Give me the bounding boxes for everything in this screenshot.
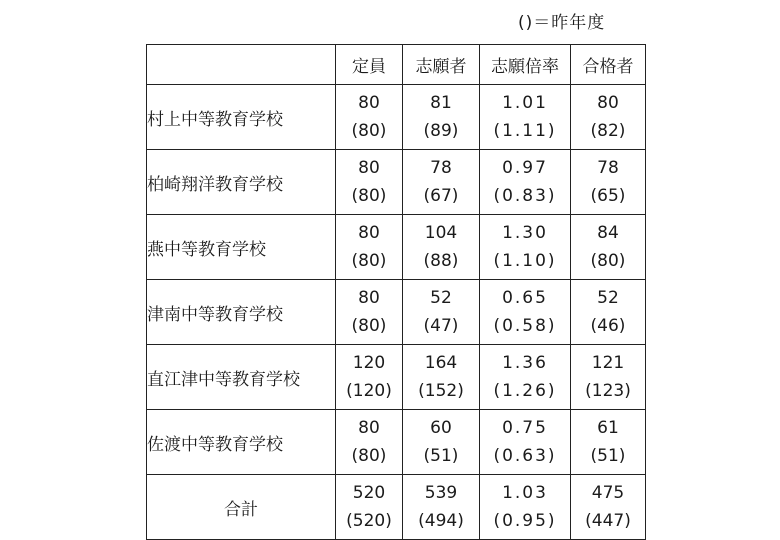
passed-cell [571,475,646,540]
school-name: 柏崎翔洋教育学校 [147,150,336,215]
applicants-value: 81 [430,93,452,113]
capacity-value: 80 [358,223,380,243]
applicants-prev-value: (494) [418,511,464,531]
applicants-prev-value: (89) [423,121,459,141]
passed-value: 121 [591,353,625,373]
applicants-value: 52 [430,288,452,308]
applicants-prev-value: (152) [418,381,464,401]
ratio-value: 1.30 [502,223,548,243]
passed-prev-value: (82) [590,121,626,141]
capacity-prev-value: (120) [346,381,392,401]
applicants-cell [403,150,480,215]
applicants-value: 60 [430,418,452,438]
passed-cell [571,150,646,215]
capacity-prev-value: (80) [351,186,387,206]
header-capacity: 定員 [336,45,403,85]
header-row [147,45,646,85]
capacity-cell [336,150,403,215]
table-row [147,85,646,150]
capacity-cell [336,345,403,410]
capacity-cell [336,85,403,150]
header-school [147,45,336,85]
capacity-value: 80 [358,93,380,113]
ratio-cell [480,475,571,540]
ratio-cell [480,215,571,280]
table-row [147,280,646,345]
ratio-prev-value: (0.58) [493,316,557,336]
legend-note: ()＝昨年度 [518,13,606,33]
capacity-cell [336,410,403,475]
passed-value: 52 [597,288,619,308]
applicants-prev-value: (88) [423,251,459,271]
ratio-prev-value: (1.11) [493,121,557,141]
table-row [147,410,646,475]
ratio-prev-value: (0.83) [493,186,557,206]
ratio-value: 0.75 [502,418,548,438]
applicants-cell [403,280,480,345]
passed-cell [571,280,646,345]
ratio-cell [480,85,571,150]
capacity-cell [336,280,403,345]
applicants-value: 78 [430,158,452,178]
applicants-cell [403,85,480,150]
capacity-prev-value: (80) [351,316,387,336]
passed-value: 80 [597,93,619,113]
passed-value: 475 [591,483,625,503]
applicants-cell [403,345,480,410]
ratio-prev-value: (1.10) [493,251,557,271]
ratio-cell [480,345,571,410]
passed-prev-value: (80) [590,251,626,271]
passed-value: 84 [597,223,619,243]
school-name: 村上中等教育学校 [147,85,336,150]
capacity-prev-value: (80) [351,251,387,271]
applicants-cell [403,410,480,475]
passed-prev-value: (123) [585,381,631,401]
passed-prev-value: (447) [585,511,631,531]
ratio-prev-value: (0.63) [493,446,557,466]
ratio-value: 1.03 [502,483,548,503]
ratio-value: 0.65 [502,288,548,308]
applicants-cell [403,475,480,540]
table-row [147,150,646,215]
applicants-prev-value: (51) [423,446,459,466]
applicants-value: 164 [424,353,458,373]
table-row [147,215,646,280]
applicants-value: 539 [424,483,458,503]
school-name: 直江津中等教育学校 [147,345,336,410]
school-name: 佐渡中等教育学校 [147,410,336,475]
capacity-value: 120 [352,353,386,373]
passed-prev-value: (65) [590,186,626,206]
capacity-prev-value: (80) [351,446,387,466]
applicants-value: 104 [424,223,458,243]
school-name: 津南中等教育学校 [147,280,336,345]
capacity-cell [336,215,403,280]
total-row [147,475,646,540]
total-label: 合計 [147,475,336,540]
passed-cell [571,85,646,150]
passed-value: 61 [597,418,619,438]
ratio-prev-value: (1.26) [493,381,557,401]
admissions-table [146,44,646,540]
capacity-value: 80 [358,158,380,178]
ratio-cell [480,410,571,475]
capacity-cell [336,475,403,540]
passed-cell [571,345,646,410]
applicants-prev-value: (67) [423,186,459,206]
applicants-prev-value: (47) [423,316,459,336]
ratio-prev-value: (0.95) [493,511,557,531]
capacity-value: 520 [352,483,386,503]
capacity-value: 80 [358,288,380,308]
ratio-value: 1.36 [502,353,548,373]
passed-prev-value: (46) [590,316,626,336]
capacity-value: 80 [358,418,380,438]
header-passed: 合格者 [571,45,646,85]
header-applicants: 志願者 [403,45,480,85]
ratio-cell [480,150,571,215]
ratio-cell [480,280,571,345]
table-row [147,345,646,410]
ratio-value: 0.97 [502,158,548,178]
passed-cell [571,410,646,475]
passed-cell [571,215,646,280]
passed-prev-value: (51) [590,446,626,466]
capacity-prev-value: (520) [346,511,392,531]
header-ratio: 志願倍率 [480,45,571,85]
school-name: 燕中等教育学校 [147,215,336,280]
ratio-value: 1.01 [502,93,548,113]
passed-value: 78 [597,158,619,178]
capacity-prev-value: (80) [351,121,387,141]
applicants-cell [403,215,480,280]
